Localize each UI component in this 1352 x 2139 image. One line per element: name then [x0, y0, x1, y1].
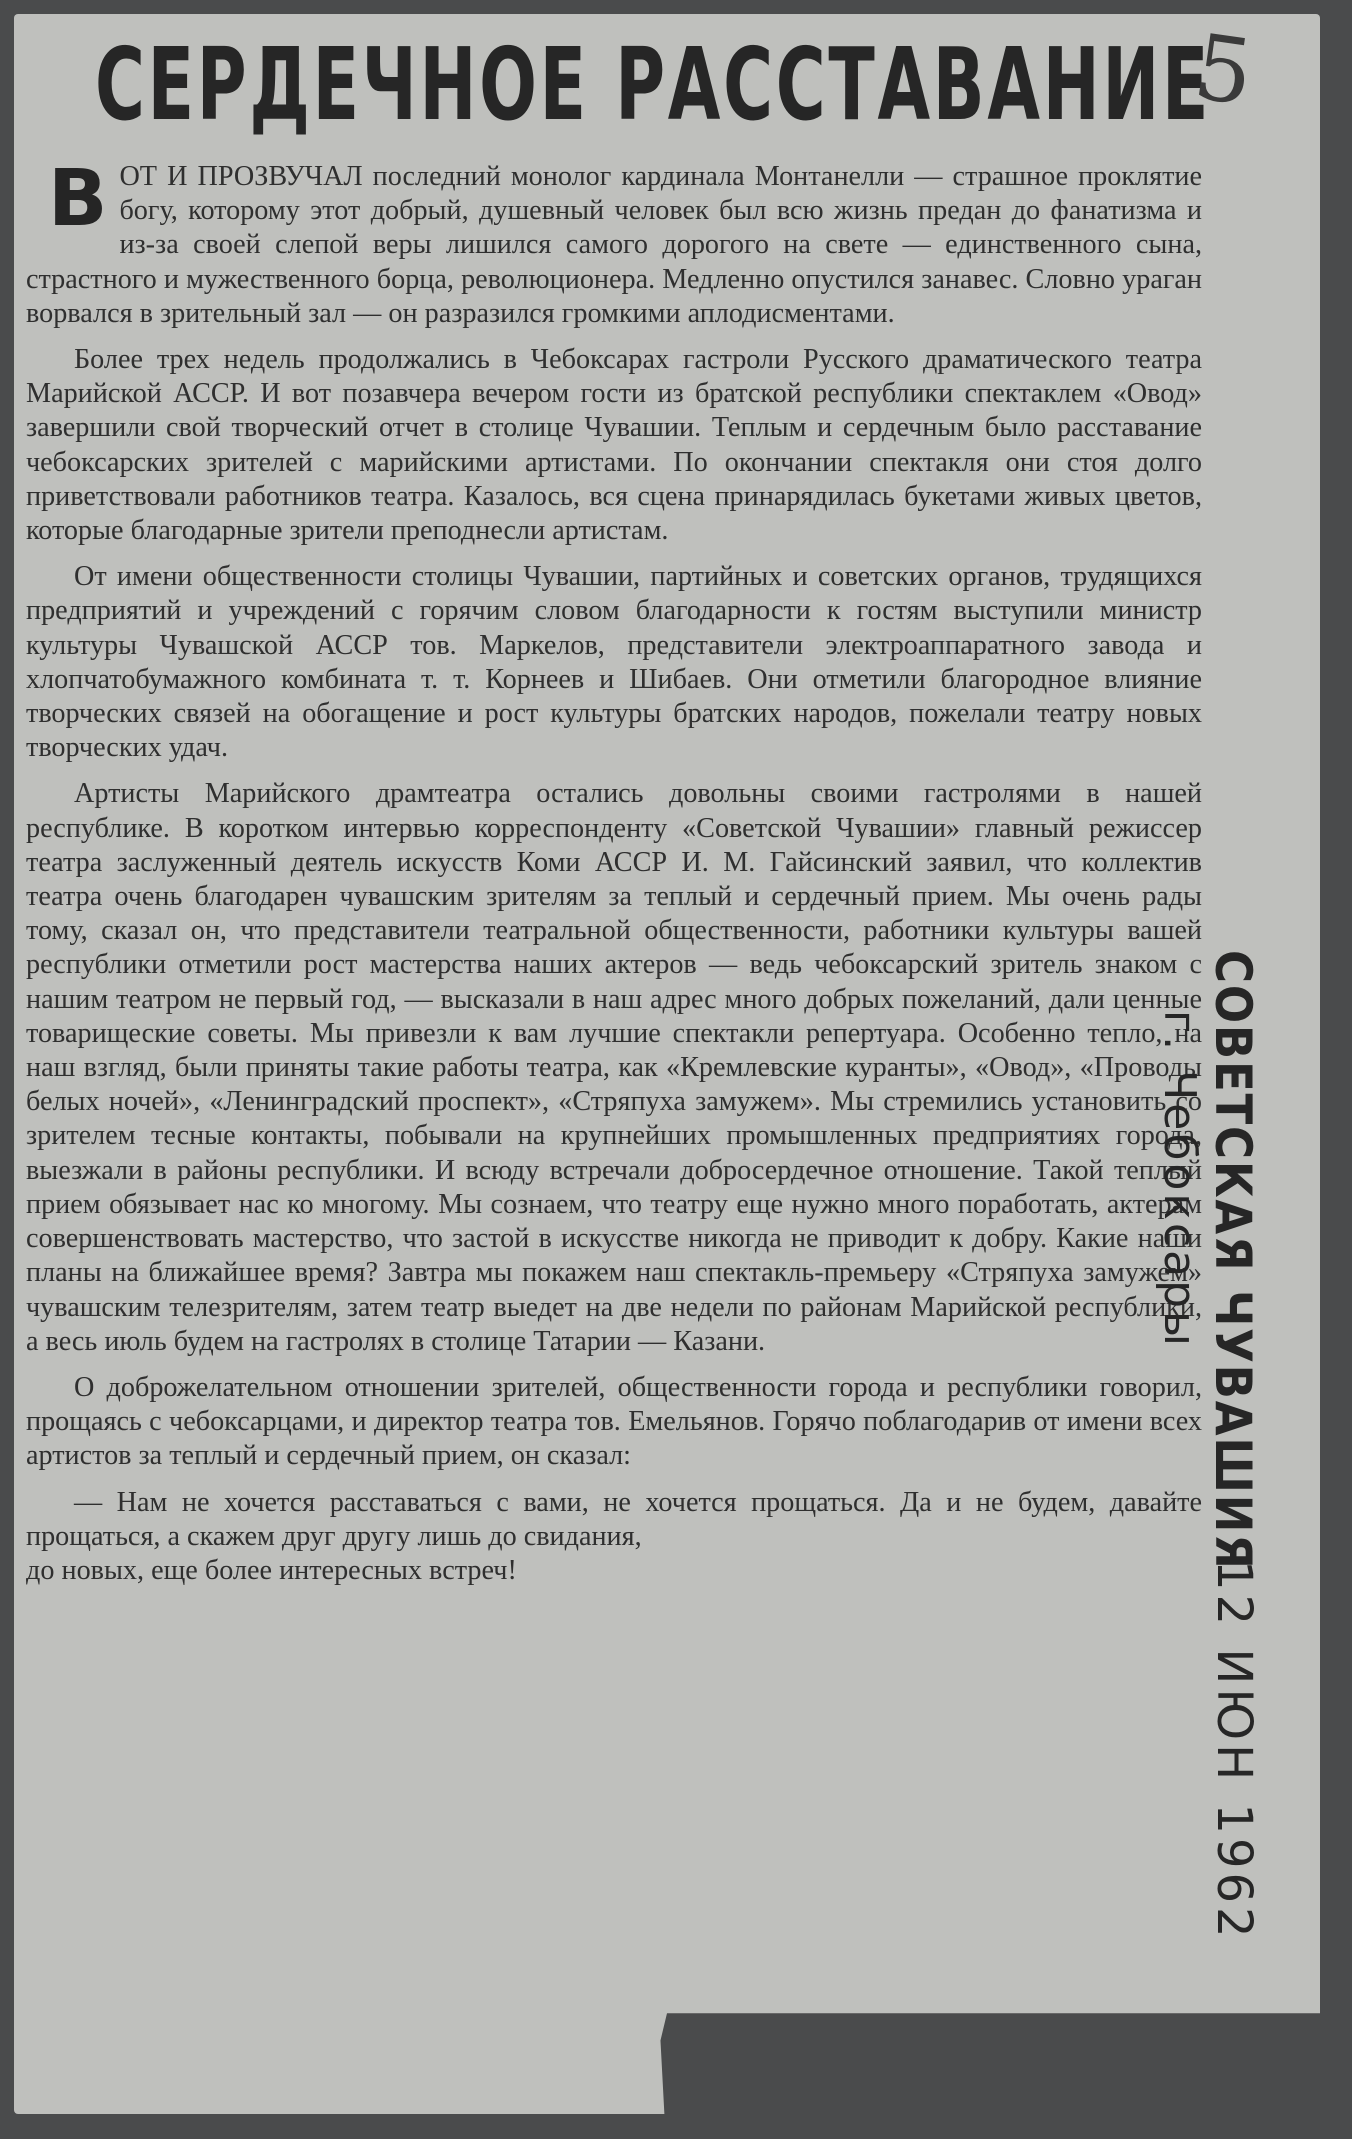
paragraph-text: ОТ И ПРОЗВУЧАЛ последний монолог кардинала Монтанелли — страшное проклятие богу, которому этот добрый, душевный человек был всю жизнь предан до фанатизма и из-за своей слепой веры лишился самого дорогого на свете — единственного сына, страстного и мужественного борца, революционера. Медленно опустился занавес. Словно ураган ворвался в зрительный зал — он разразился громкими аплодисментами.	[26, 161, 1202, 329]
city-stamp: г. Чебоксары	[1154, 1010, 1205, 1349]
article-paragraph: Более трех недель продолжались в Чебоксарах гастроли Русского драматического театра Марийской АССР. И вот позавчера вечером гости из братской республики спектаклем «Овод» завершили свой творческий отчет в столице Чувашии. Теплым и сердечным было расставание чебоксарских зрителей с марийскими артистами. По окончании спектакля они стоя долго приветствовали работников театра. Казалось, вся сцена принарядилась букетами живых цветов, которые благодарные зрители преподнесли артистам.	[26, 344, 1202, 547]
handwritten-page-mark: 5	[1187, 14, 1260, 127]
article-paragraph: О доброжелательном отношении зрителей, общественности города и республики говорил, прощаясь с чебоксарцами, и директор театра тов. Емельянов. Горячо поблагодарив от имени всех артистов за теплый и сердечный прием, он сказал:	[26, 1371, 1202, 1472]
date-stamp: 12 ИЮН 1962	[1206, 1560, 1262, 1942]
article-paragraph: Артисты Марийского драмтеатра остались довольны своими гастролями в нашей республике. В коротком интервью корреспонденту «Советской Чувашии» главный режиссер театра заслуженный деятель искусств Коми АССР И. М. Гайсинский заявил, что коллектив театра очень благодарен чувашским зрителям за теплый и сердечный прием. Мы очень рады тому, сказал он, что представители театральной общественности, работники культуры вашей республики отметили рост мастерства наших актеров — ведь чебоксарский зритель знаком с нашим театром не первый год, — высказали в наш адрес много добрых пожеланий, дали ценные товарищеские советы. Мы привезли к вам лучшие спектакли репертуара. Особенно тепло, на наш взгляд, были приняты такие работы театра, как «Кремлевские куранты», «Овод», «Проводы белых ночей», «Ленинградский проспект», «Стряпуха замужем». Мы стремились установить со зрителем тесные контакты, побывали на крупнейших промышленных предприятиях города, выезжали в районы республики. И всюду встречали добросердечное отношение. Такой теплый прием обязывает нас ко многому. Мы сознаем, что театру еще нужно много поработать, актерам совершенствовать мастерство, что застой в искусстве никогда не приводит к добру. Какие наши планы на ближайшее время? Завтра мы покажем наш спектакль-премьеру «Стряпуха замужем» чувашским телезрителям, затем театр выедет на две недели по районам Марийской республики, а весь июль будем на гастролях в столице Татарии — Казани.	[26, 778, 1202, 1357]
article-headline: СЕРДЕЧНОЕ РАССТАВАНИЕ	[95, 26, 1212, 143]
article-paragraph: От имени общественности столицы Чувашии, партийных и советских органов, трудящихся предприятий и учреждений с горячим словом благодарности к гостям выступили министр культуры Чувашской АССР тов. Маркелов, представители электроаппаратного завода и хлопчатобумажного комбината т. т. Корнеев и Шибаев. Они отметили благородное влияние творческих связей на обогащение и рост культуры братских народов, пожелали театру новых творческих удач.	[26, 561, 1202, 764]
drop-cap: В	[48, 154, 108, 244]
article-body	[26, 154, 1202, 1588]
article-paragraph: — Нам не хочется расставаться с вами, не хочется прощаться. Да и не будем, давайте прощаться, а скажем друг другу лишь до свидания,	[26, 1486, 1202, 1552]
newspaper-name-stamp: СОВЕТСКАЯ ЧУВАШИЯ	[1204, 950, 1262, 1571]
article-paragraph	[26, 154, 1202, 331]
article-closing: до новых, еще более интересных встреч!	[26, 1554, 517, 1586]
